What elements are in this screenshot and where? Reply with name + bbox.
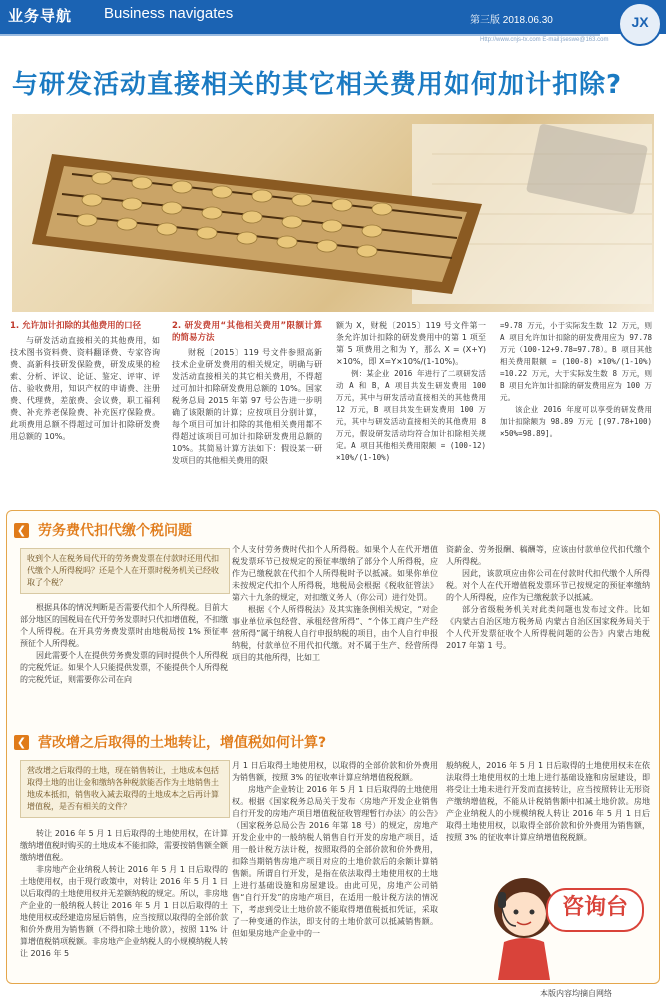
paragraph: 财税〔2015〕119 号文件参照高新技术企业研发费用的相关规定，明确与研发活动直接相关的其它相关费用，不得超过可加计扣除研发费用总额的 10%。国家税务总局 2015 年第 97 号公告进一步明确了该限额的计算；应按项目分别计算，每个项目可加计扣除的其他相关费用都不得超过该项目可加计扣除研发费用总额的 10%。其简易计算方法如下：假设某一研发项目的其他相关费用的限 [172, 348, 322, 465]
article-column-3 [336, 320, 486, 464]
abacus-calculator-photo [12, 114, 654, 312]
example-paragraph: 例：某企业 2016 年进行了二项研发活动 A 和 B，A 项目共发生研发费用 100 万元，其中与研发活动直接相关的其他费用 12 万元，B 项目共发生研发费用 100 万元，其中与研发活动直接相关的其他费用 8 万元，假设研发活动均符合加计扣除相关规定。A 项目其他相关费用限额 = (100-12) ×10%/(1-10%) [336, 369, 486, 462]
section2-column-1 [20, 828, 228, 960]
issue-date: 第三版 2018.06.30 [470, 15, 553, 26]
section2-question: 营改增之后取得的土地，现在销售转让，土地成本包括取得土地的出让金和缴纳各种税款能否作为土地销售土地成本抵扣，销售收入减去取得的土地成本之后再计算增值税，是否有相关的文件？ [20, 760, 230, 818]
consult-badge: 咨询台 [546, 888, 644, 932]
paragraph: 因此，该款项应由你公司在付款时代扣代缴个人所得税。对个人在代开增值税发票环节已按规定的预征率缴纳的个人所得税，应作为已缴税款予以抵减。 [446, 569, 650, 602]
subheading-2: 2. 研发费用“其他相关费用”限额计算的简易方法 [172, 321, 322, 343]
paragraph: 额为 X，财税〔2015〕119 号文件第一条允许加计扣除的研发费用中的第 1 项至第 5 项费用之和为 Y，那么 X = (X+Y) ×10%，即 X=Y×10%/(1-10%)。 [336, 321, 486, 366]
abacus-icon [12, 114, 654, 312]
section1-column-1 [20, 602, 228, 686]
paragraph: 转让 2016 年 5 月 1 日后取得的土地使用权，在计算缴纳增值税时购买的土地成本不能扣除，需要按销售额全额缴纳增值税。 [20, 829, 228, 862]
paragraph: 房地产企业转让 2016 年 5 月 1 日后取得的土地使用权。根据《国家税务总局关于发布〈房地产开发企业销售自行开发的房地产项目增值税征收管理暂行办法〉的公告》（国家税务总局公告 2016 年第 18 号）的规定，房地产开发企业中的一般纳税人销售自行开发的房地产项目，适用一般计税方法计税，按照取得的全部价款和价外费用，扣除当期销售房地产项目对应的土地价款后的余额计算销售额。所谓自行开发，是指在依法取得土地使用权的土地上进行基础设施和房屋建设。由此可见，房地产公司销售“自行开发”的房地产项目，在适用一般计税方法的情况下，考虑到受让土地价款不能取得增值税抵扣凭证，采取了一种变通的作法，即支付的土地价款可以抵减销售额。但如果房地产企业中的一 [232, 785, 438, 938]
section2-column-3 [446, 760, 650, 844]
paragraph: 般纳税人，2016 年 5 月 1 日后取得的土地使用权未在依法取得土地使用权的土地上进行基础设施和房屋建设，即将受让土地未进行开发而直接转让，应当按照转让无形资产缴纳增值税，不能从计税销售额中扣减土地价款。房地产企业纳税人的小规模纳税人转让 2016 年 5 月 1 日后取得土地使用权，以取得全部价款和价外费用为销售额，按照 3% 的征收率计算应纳增值税税额。 [446, 761, 650, 842]
consultant-girl-illustration [476, 868, 656, 980]
paragraph: 根据具体的情况判断是否需要代扣个人所得税。目前大部分地区的国税局在代开劳务发票时只代扣增值税，不扣缴个人所得税。在开具劳务费发票时由地税局按 1% 预征率预征个人所得税。 [20, 603, 228, 648]
paragraph: 与研发活动直接相关的其他费用，如技术图书资料费、资料翻译费、专家咨询费、高新科技研发保险费，研发成果的检索、分析、评议、论证、鉴定、评审、评估、验收费用，知识产权的申请费、注册费、代理费，差旅费、会议费，职工福利费、补充养老保险费、补充医疗保险费。此项费用总额不得超过可加计扣除研发费用总额的 10%。 [10, 336, 160, 441]
article-column-4 [500, 320, 652, 440]
paragraph: 个人支付劳务费时代扣个人所得税。如果个人在代开增值税发票环节已按规定的预征率缴纳了部分个人所得税，应作为已缴税款在代扣个人所得税时予以抵减。如果你单位未按规定代扣个人所得税，地税局会根据《税收征管法》第六十九条的规定，对扣缴义务人（你公司）进行处罚。 [232, 545, 438, 602]
paragraph: 非房地产企业纳税人转让 2016 年 5 月 1 日后取得的土地使用权，由于现行政策中，对转让 2016 年 5 月 1 日以后取得的土地使用权并无差额纳税的规定。所以，非房地产企业的一般纳税人转让 2016 年 5 月 1 日以后取得的土地使用权或经建造房屋后销售，应当按照以取得的全部价款和价外费用为销售额（不得扣除土地价款），按照 11% 计算增值税销项税额。非房地产企业纳税人的小规模纳税人转让 2016 年 5 [20, 865, 228, 958]
chevron-left-icon: ❮ [14, 735, 29, 750]
section-name-en: Business navigates [104, 5, 234, 22]
section2-header [14, 732, 574, 752]
footer-note: 本版内容均摘自网络 [540, 989, 612, 998]
section1-title: 劳务费代扣代缴个税问题 [38, 523, 192, 539]
section1-column-3 [446, 544, 650, 652]
newspaper-logo [618, 2, 662, 46]
subheading-1: 1. 允许加计扣除的其他费用的口径 [10, 321, 142, 331]
paragraph: 因此需要个人在提供劳务费发票的同时提供个人所得税的完税凭证。如果个人只能提供发票，不能提供个人所得税的完税凭证，则需要你公司在向 [20, 651, 228, 684]
section2-title: 营改增之后取得的土地转让，增值税如何计算? [38, 735, 327, 751]
article-column-1 [10, 320, 160, 443]
section1-column-2 [232, 544, 438, 664]
article-title: 与研发活动直接相关的其它相关费用如何加计扣除? [12, 70, 623, 100]
chevron-left-icon: ❮ [14, 523, 29, 538]
paragraph: 部分省级税务机关对此类问题也发布过文件。比如《内蒙古自治区地方税务局 内蒙古自治区国家税务局关于个人代开发票征收个人所得税问题的公告》内蒙古地税 2017 年第 1 号。 [446, 605, 650, 650]
website-line: Http://www.cnjs-tx.com E-mail:jseswe@163.com [480, 37, 609, 43]
page-header-bar [0, 0, 666, 34]
logo-text: JX [631, 14, 649, 30]
paragraph: 该企业 2016 年度可以享受的研发费用加计扣除额为 98.89 万元 [(97.78+100) ×50%=98.89]。 [500, 405, 652, 438]
header-rule [0, 34, 600, 36]
section1-header [14, 520, 574, 540]
section1-question: 收到个人在税务局代开的劳务费发票在付款时还用代扣代缴个人所得税吗？还是个人在开票时税务机关已经收取了个税？ [20, 548, 230, 594]
paragraph: 月 1 日后取得土地使用权，以取得的全部价款和价外费用为销售额，按照 3% 的征收率计算应纳增值税税额。 [232, 761, 438, 782]
section2-column-2 [232, 760, 438, 940]
paragraph: 根据《个人所得税法》及其实施条例相关规定，“对企事业单位承包经营、承租经营所得”、“个体工商户生产经营所得”属于纳税人自行申报纳税的项目，由个人自行申报纳税，付款单位不用代扣代缴。对不属于生产、经营所得项目的其他所得，比如工 [232, 605, 438, 662]
paragraph: =9.78 万元，小于实际发生数 12 万元，则 A 项目允许加计扣除的研发费用应为 97.78 万元（100-12+9.78=97.78）。B 项目其他相关费用限额 = (100-8) ×10%/(1-10%) =10.22 万元，大于实际发生数 8 万元，则 B 项目允许加计扣除的研发费用应为 100 万元。 [500, 321, 652, 402]
article-column-2 [172, 320, 322, 467]
paragraph: 资薪金、劳务报酬、稿酬等，应该由付款单位代扣代缴个人所得税。 [446, 545, 650, 566]
section-name-cn: 业务导航 [8, 7, 73, 25]
